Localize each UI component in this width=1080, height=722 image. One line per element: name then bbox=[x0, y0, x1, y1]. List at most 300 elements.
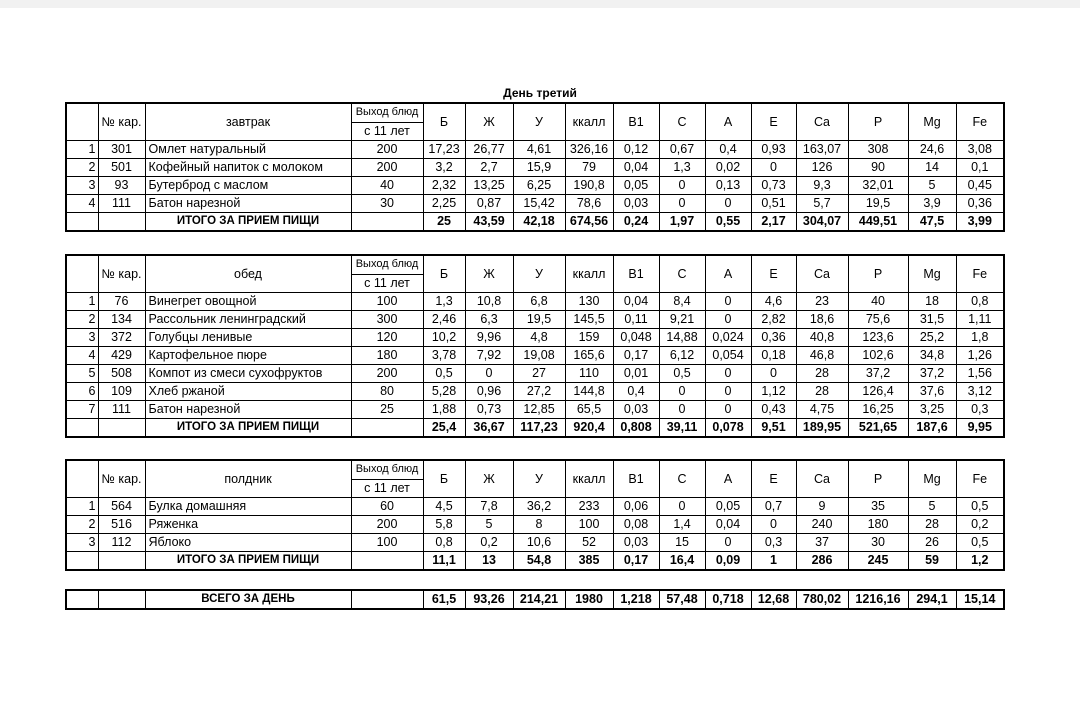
nutrient-header: E bbox=[751, 460, 796, 498]
row-number: 3 bbox=[66, 329, 98, 347]
nutrient-value: 5,28 bbox=[423, 383, 465, 401]
dish-name: Булка домашняя bbox=[145, 498, 351, 516]
table-row bbox=[66, 383, 1004, 401]
nutrient-value: 0,06 bbox=[613, 498, 659, 516]
dish-name: Хлеб ржаной bbox=[145, 383, 351, 401]
nutrient-value: 5 bbox=[908, 498, 956, 516]
nutrient-value: 180 bbox=[848, 516, 908, 534]
nutrient-value: 0,73 bbox=[751, 177, 796, 195]
nutrient-value: 0 bbox=[705, 534, 751, 552]
nutrient-header: ккалл bbox=[565, 103, 613, 141]
nutrient-header: C bbox=[659, 460, 705, 498]
nutrient-header: Mg bbox=[908, 103, 956, 141]
nutrient-value: 9 bbox=[796, 498, 848, 516]
total-value: 304,07 bbox=[796, 213, 848, 232]
row-number: 7 bbox=[66, 401, 98, 419]
meal-name: полдник bbox=[145, 460, 351, 498]
nutrient-value: 0 bbox=[751, 365, 796, 383]
row-number: 1 bbox=[66, 293, 98, 311]
nutrient-value: 25,2 bbox=[908, 329, 956, 347]
total-value: 187,6 bbox=[908, 419, 956, 438]
total-value: 117,23 bbox=[513, 419, 565, 438]
nutrient-header: Ж bbox=[465, 103, 513, 141]
total-label: ИТОГО ЗА ПРИЕМ ПИЩИ bbox=[145, 213, 351, 232]
total-value: 59 bbox=[908, 552, 956, 571]
row-number: 6 bbox=[66, 383, 98, 401]
nutrient-value: 17,23 bbox=[423, 141, 465, 159]
empty-cell bbox=[98, 590, 145, 609]
day-total-value: 61,5 bbox=[423, 590, 465, 609]
nutrient-value: 0,8 bbox=[956, 293, 1004, 311]
total-value: 36,67 bbox=[465, 419, 513, 438]
nutrient-value: 0 bbox=[705, 195, 751, 213]
nutrient-value: 0,02 bbox=[705, 159, 751, 177]
nutrient-value: 37 bbox=[796, 534, 848, 552]
lunch-table bbox=[65, 254, 1005, 438]
nutrient-value: 4,75 bbox=[796, 401, 848, 419]
nutrient-value: 0,17 bbox=[613, 347, 659, 365]
output-value: 300 bbox=[351, 311, 423, 329]
nutrient-value: 0,05 bbox=[613, 177, 659, 195]
card-number: 134 bbox=[98, 311, 145, 329]
total-value: 9,51 bbox=[751, 419, 796, 438]
nutrient-value: 5 bbox=[465, 516, 513, 534]
nutrient-value: 0,1 bbox=[956, 159, 1004, 177]
card-number: 508 bbox=[98, 365, 145, 383]
nutrient-value: 0,05 bbox=[705, 498, 751, 516]
nutrient-header: Ca bbox=[796, 460, 848, 498]
nutrient-header: A bbox=[705, 460, 751, 498]
nutrient-value: 4,8 bbox=[513, 329, 565, 347]
nutrient-value: 0,93 bbox=[751, 141, 796, 159]
output-value: 180 bbox=[351, 347, 423, 365]
corner-cell bbox=[66, 460, 98, 498]
dish-name: Батон нарезной bbox=[145, 195, 351, 213]
table-row bbox=[66, 401, 1004, 419]
table-row bbox=[66, 516, 1004, 534]
dish-name: Рассольник ленинградский bbox=[145, 311, 351, 329]
nutrient-value: 23 bbox=[796, 293, 848, 311]
output-value: 100 bbox=[351, 293, 423, 311]
nutrient-value: 9,21 bbox=[659, 311, 705, 329]
nutrient-value: 14,88 bbox=[659, 329, 705, 347]
nutrient-header: У bbox=[513, 103, 565, 141]
total-label: ИТОГО ЗА ПРИЕМ ПИЩИ bbox=[145, 419, 351, 438]
row-number: 4 bbox=[66, 347, 98, 365]
nutrient-value: 126 bbox=[796, 159, 848, 177]
card-number-header: № кар. bbox=[98, 255, 145, 293]
nutrient-value: 5 bbox=[908, 177, 956, 195]
card-number: 429 bbox=[98, 347, 145, 365]
nutrient-value: 1,12 bbox=[751, 383, 796, 401]
nutrient-header: Fe bbox=[956, 255, 1004, 293]
nutrient-header: P bbox=[848, 460, 908, 498]
nutrient-header: Б bbox=[423, 255, 465, 293]
nutrient-value: 3,9 bbox=[908, 195, 956, 213]
nutrient-header: Mg bbox=[908, 460, 956, 498]
card-number: 516 bbox=[98, 516, 145, 534]
nutrient-value: 26,77 bbox=[465, 141, 513, 159]
nutrient-value: 190,8 bbox=[565, 177, 613, 195]
nutrient-value: 123,6 bbox=[848, 329, 908, 347]
card-number: 111 bbox=[98, 401, 145, 419]
nutrient-value: 35 bbox=[848, 498, 908, 516]
row-number: 3 bbox=[66, 177, 98, 195]
row-number: 1 bbox=[66, 141, 98, 159]
nutrient-value: 9,3 bbox=[796, 177, 848, 195]
nutrient-value: 0,43 bbox=[751, 401, 796, 419]
nutrient-value: 0,4 bbox=[613, 383, 659, 401]
day-total-value: 214,21 bbox=[513, 590, 565, 609]
meal-name: завтрак bbox=[145, 103, 351, 141]
total-value: 674,56 bbox=[565, 213, 613, 232]
nutrient-value: 30 bbox=[848, 534, 908, 552]
nutrient-value: 2,25 bbox=[423, 195, 465, 213]
row-number: 4 bbox=[66, 195, 98, 213]
total-value: 13 bbox=[465, 552, 513, 571]
total-value: 245 bbox=[848, 552, 908, 571]
nutrient-value: 2,7 bbox=[465, 159, 513, 177]
nutrient-value: 0,2 bbox=[956, 516, 1004, 534]
nutrient-header: Б bbox=[423, 460, 465, 498]
nutrient-header: У bbox=[513, 255, 565, 293]
nutrient-value: 37,6 bbox=[908, 383, 956, 401]
total-value: 54,8 bbox=[513, 552, 565, 571]
nutrient-value: 65,5 bbox=[565, 401, 613, 419]
nutrient-value: 0,7 bbox=[751, 498, 796, 516]
total-value: 385 bbox=[565, 552, 613, 571]
nutrient-value: 308 bbox=[848, 141, 908, 159]
total-value: 9,95 bbox=[956, 419, 1004, 438]
day-total-value: 15,14 bbox=[956, 590, 1004, 609]
total-value: 0,17 bbox=[613, 552, 659, 571]
nutrient-value: 0 bbox=[705, 311, 751, 329]
nutrient-header: P bbox=[848, 255, 908, 293]
nutrient-value: 4,61 bbox=[513, 141, 565, 159]
nutrient-value: 0 bbox=[465, 365, 513, 383]
nutrient-value: 3,25 bbox=[908, 401, 956, 419]
nutrient-value: 163,07 bbox=[796, 141, 848, 159]
nutrient-value: 3,78 bbox=[423, 347, 465, 365]
output-value: 100 bbox=[351, 534, 423, 552]
nutrient-value: 40,8 bbox=[796, 329, 848, 347]
nutrient-value: 4,5 bbox=[423, 498, 465, 516]
total-value: 39,11 bbox=[659, 419, 705, 438]
nutrient-value: 18 bbox=[908, 293, 956, 311]
nutrient-value: 0,5 bbox=[659, 365, 705, 383]
nutrient-header: У bbox=[513, 460, 565, 498]
nutrient-value: 0,03 bbox=[613, 534, 659, 552]
nutrient-value: 1,4 bbox=[659, 516, 705, 534]
nutrient-value: 0,2 bbox=[465, 534, 513, 552]
nutrient-value: 0 bbox=[705, 383, 751, 401]
nutrient-value: 2,46 bbox=[423, 311, 465, 329]
total-value: 0,808 bbox=[613, 419, 659, 438]
age-header: с 11 лет bbox=[351, 122, 423, 141]
total-value: 42,18 bbox=[513, 213, 565, 232]
output-header: Выход блюд bbox=[351, 255, 423, 274]
output-value: 200 bbox=[351, 516, 423, 534]
output-header: Выход блюд bbox=[351, 460, 423, 479]
nutrient-value: 0 bbox=[751, 516, 796, 534]
total-value: 25,4 bbox=[423, 419, 465, 438]
total-value: 286 bbox=[796, 552, 848, 571]
nutrient-value: 52 bbox=[565, 534, 613, 552]
card-number: 112 bbox=[98, 534, 145, 552]
nutrient-value: 0,3 bbox=[751, 534, 796, 552]
day-total-label: ВСЕГО ЗА ДЕНЬ bbox=[145, 590, 351, 609]
nutrient-value: 0 bbox=[659, 177, 705, 195]
nutrient-value: 19,5 bbox=[848, 195, 908, 213]
header-row bbox=[66, 103, 1004, 122]
nutrient-header: Ж bbox=[465, 255, 513, 293]
row-number: 2 bbox=[66, 516, 98, 534]
nutrient-value: 40 bbox=[848, 293, 908, 311]
nutrient-value: 3,08 bbox=[956, 141, 1004, 159]
nutrient-value: 100 bbox=[565, 516, 613, 534]
nutrient-value: 1,11 bbox=[956, 311, 1004, 329]
table-row bbox=[66, 141, 1004, 159]
nutrient-value: 15 bbox=[659, 534, 705, 552]
card-number: 372 bbox=[98, 329, 145, 347]
nutrient-value: 144,8 bbox=[565, 383, 613, 401]
nutrient-value: 7,92 bbox=[465, 347, 513, 365]
nutrient-value: 0,51 bbox=[751, 195, 796, 213]
total-value: 3,99 bbox=[956, 213, 1004, 232]
dish-name: Омлет натуральный bbox=[145, 141, 351, 159]
header-row bbox=[66, 255, 1004, 274]
output-value: 60 bbox=[351, 498, 423, 516]
nutrient-header: Б bbox=[423, 103, 465, 141]
nutrient-value: 28 bbox=[796, 383, 848, 401]
nutrient-value: 8 bbox=[513, 516, 565, 534]
top-bar bbox=[0, 0, 1080, 8]
nutrient-value: 0,11 bbox=[613, 311, 659, 329]
total-label: ИТОГО ЗА ПРИЕМ ПИЩИ bbox=[145, 552, 351, 571]
total-value: 11,1 bbox=[423, 552, 465, 571]
snack-table bbox=[65, 459, 1005, 571]
total-value: 0,09 bbox=[705, 552, 751, 571]
nutrient-value: 2,82 bbox=[751, 311, 796, 329]
nutrient-value: 0,03 bbox=[613, 195, 659, 213]
nutrient-value: 6,25 bbox=[513, 177, 565, 195]
nutrient-header: A bbox=[705, 103, 751, 141]
nutrient-value: 19,5 bbox=[513, 311, 565, 329]
total-value: 16,4 bbox=[659, 552, 705, 571]
nutrient-value: 0,5 bbox=[956, 498, 1004, 516]
nutrient-value: 0,5 bbox=[423, 365, 465, 383]
card-number: 109 bbox=[98, 383, 145, 401]
nutrient-value: 37,2 bbox=[908, 365, 956, 383]
output-value: 40 bbox=[351, 177, 423, 195]
nutrient-value: 10,8 bbox=[465, 293, 513, 311]
total-value: 1,97 bbox=[659, 213, 705, 232]
nutrient-header: B1 bbox=[613, 103, 659, 141]
empty-cell bbox=[351, 419, 423, 438]
nutrient-header: P bbox=[848, 103, 908, 141]
nutrient-value: 0,5 bbox=[956, 534, 1004, 552]
nutrient-header: ккалл bbox=[565, 255, 613, 293]
day-total-table bbox=[65, 589, 1005, 610]
nutrient-value: 0,024 bbox=[705, 329, 751, 347]
nutrient-value: 27 bbox=[513, 365, 565, 383]
nutrient-value: 1,56 bbox=[956, 365, 1004, 383]
nutrient-value: 0,01 bbox=[613, 365, 659, 383]
nutrient-value: 159 bbox=[565, 329, 613, 347]
nutrient-header: Fe bbox=[956, 460, 1004, 498]
nutrient-value: 36,2 bbox=[513, 498, 565, 516]
total-value: 0,078 bbox=[705, 419, 751, 438]
nutrient-value: 326,16 bbox=[565, 141, 613, 159]
nutrient-header: C bbox=[659, 103, 705, 141]
nutrient-value: 15,9 bbox=[513, 159, 565, 177]
card-number: 301 bbox=[98, 141, 145, 159]
nutrient-value: 126,4 bbox=[848, 383, 908, 401]
row-number: 5 bbox=[66, 365, 98, 383]
nutrient-value: 6,3 bbox=[465, 311, 513, 329]
total-value: 2,17 bbox=[751, 213, 796, 232]
nutrient-value: 130 bbox=[565, 293, 613, 311]
nutrient-value: 34,8 bbox=[908, 347, 956, 365]
nutrient-value: 0,054 bbox=[705, 347, 751, 365]
nutrient-value: 0 bbox=[659, 401, 705, 419]
nutrient-value: 0,87 bbox=[465, 195, 513, 213]
nutrient-value: 145,5 bbox=[565, 311, 613, 329]
age-header: с 11 лет bbox=[351, 479, 423, 498]
nutrient-value: 0,08 bbox=[613, 516, 659, 534]
day-total-value: 1,218 bbox=[613, 590, 659, 609]
day-total-row bbox=[66, 590, 1004, 609]
nutrient-value: 32,01 bbox=[848, 177, 908, 195]
nutrient-value: 78,6 bbox=[565, 195, 613, 213]
nutrient-value: 24,6 bbox=[908, 141, 956, 159]
day-total-value: 1216,16 bbox=[848, 590, 908, 609]
nutrient-value: 165,6 bbox=[565, 347, 613, 365]
nutrient-value: 3,2 bbox=[423, 159, 465, 177]
nutrient-value: 0,45 bbox=[956, 177, 1004, 195]
dish-name: Винегрет овощной bbox=[145, 293, 351, 311]
nutrient-value: 0,36 bbox=[751, 329, 796, 347]
nutrient-value: 0,73 bbox=[465, 401, 513, 419]
card-number: 111 bbox=[98, 195, 145, 213]
output-value: 200 bbox=[351, 141, 423, 159]
meal-total-row bbox=[66, 419, 1004, 438]
nutrient-header: B1 bbox=[613, 460, 659, 498]
output-value: 30 bbox=[351, 195, 423, 213]
empty-cell bbox=[98, 213, 145, 232]
table-row bbox=[66, 293, 1004, 311]
nutrient-value: 12,85 bbox=[513, 401, 565, 419]
nutrient-value: 110 bbox=[565, 365, 613, 383]
day-total-value: 294,1 bbox=[908, 590, 956, 609]
nutrient-value: 0 bbox=[659, 195, 705, 213]
nutrient-value: 233 bbox=[565, 498, 613, 516]
nutrient-value: 4,6 bbox=[751, 293, 796, 311]
nutrient-value: 28 bbox=[908, 516, 956, 534]
total-value: 47,5 bbox=[908, 213, 956, 232]
nutrient-value: 9,96 bbox=[465, 329, 513, 347]
nutrient-value: 0,8 bbox=[423, 534, 465, 552]
nutrient-value: 0,048 bbox=[613, 329, 659, 347]
nutrient-value: 0,4 bbox=[705, 141, 751, 159]
meal-total-row bbox=[66, 552, 1004, 571]
nutrient-value: 18,6 bbox=[796, 311, 848, 329]
nutrient-value: 0,18 bbox=[751, 347, 796, 365]
nutrient-header: E bbox=[751, 255, 796, 293]
total-value: 920,4 bbox=[565, 419, 613, 438]
empty-cell bbox=[66, 552, 98, 571]
nutrient-value: 27,2 bbox=[513, 383, 565, 401]
day-total-value: 57,48 bbox=[659, 590, 705, 609]
table-row bbox=[66, 347, 1004, 365]
nutrient-value: 79 bbox=[565, 159, 613, 177]
empty-cell bbox=[351, 213, 423, 232]
empty-cell bbox=[98, 419, 145, 438]
day-total-value: 1980 bbox=[565, 590, 613, 609]
nutrient-value: 5,7 bbox=[796, 195, 848, 213]
nutrient-header: Ca bbox=[796, 255, 848, 293]
nutrient-value: 102,6 bbox=[848, 347, 908, 365]
row-number: 2 bbox=[66, 159, 98, 177]
total-value: 1,2 bbox=[956, 552, 1004, 571]
output-value: 200 bbox=[351, 159, 423, 177]
empty-cell bbox=[66, 419, 98, 438]
dish-name: Ряженка bbox=[145, 516, 351, 534]
header-row bbox=[66, 460, 1004, 479]
nutrient-value: 7,8 bbox=[465, 498, 513, 516]
day-total-value: 780,02 bbox=[796, 590, 848, 609]
nutrient-header: Ж bbox=[465, 460, 513, 498]
nutrient-value: 0,04 bbox=[705, 516, 751, 534]
nutrient-value: 26 bbox=[908, 534, 956, 552]
nutrient-value: 6,12 bbox=[659, 347, 705, 365]
total-value: 521,65 bbox=[848, 419, 908, 438]
dish-name: Компот из смеси сухофруктов bbox=[145, 365, 351, 383]
nutrient-value: 0 bbox=[705, 401, 751, 419]
empty-cell bbox=[351, 590, 423, 609]
table-row bbox=[66, 498, 1004, 516]
row-number: 3 bbox=[66, 534, 98, 552]
total-value: 189,95 bbox=[796, 419, 848, 438]
nutrient-header: B1 bbox=[613, 255, 659, 293]
nutrient-value: 16,25 bbox=[848, 401, 908, 419]
nutrient-value: 1,3 bbox=[659, 159, 705, 177]
nutrient-value: 19,08 bbox=[513, 347, 565, 365]
table-row bbox=[66, 159, 1004, 177]
output-value: 80 bbox=[351, 383, 423, 401]
nutrient-header: C bbox=[659, 255, 705, 293]
dish-name: Яблоко bbox=[145, 534, 351, 552]
card-number-header: № кар. bbox=[98, 460, 145, 498]
nutrient-value: 0 bbox=[751, 159, 796, 177]
meal-name: обед bbox=[145, 255, 351, 293]
card-number-header: № кар. bbox=[98, 103, 145, 141]
nutrient-value: 5,8 bbox=[423, 516, 465, 534]
empty-cell bbox=[66, 213, 98, 232]
total-value: 0,55 bbox=[705, 213, 751, 232]
corner-cell bbox=[66, 103, 98, 141]
nutrient-header: Mg bbox=[908, 255, 956, 293]
dish-name: Батон нарезной bbox=[145, 401, 351, 419]
day-total-value: 93,26 bbox=[465, 590, 513, 609]
row-number: 1 bbox=[66, 498, 98, 516]
day-total-value: 12,68 bbox=[751, 590, 796, 609]
nutrient-value: 0,3 bbox=[956, 401, 1004, 419]
nutrient-value: 0 bbox=[659, 383, 705, 401]
total-value: 0,24 bbox=[613, 213, 659, 232]
age-header: с 11 лет bbox=[351, 274, 423, 293]
output-value: 200 bbox=[351, 365, 423, 383]
